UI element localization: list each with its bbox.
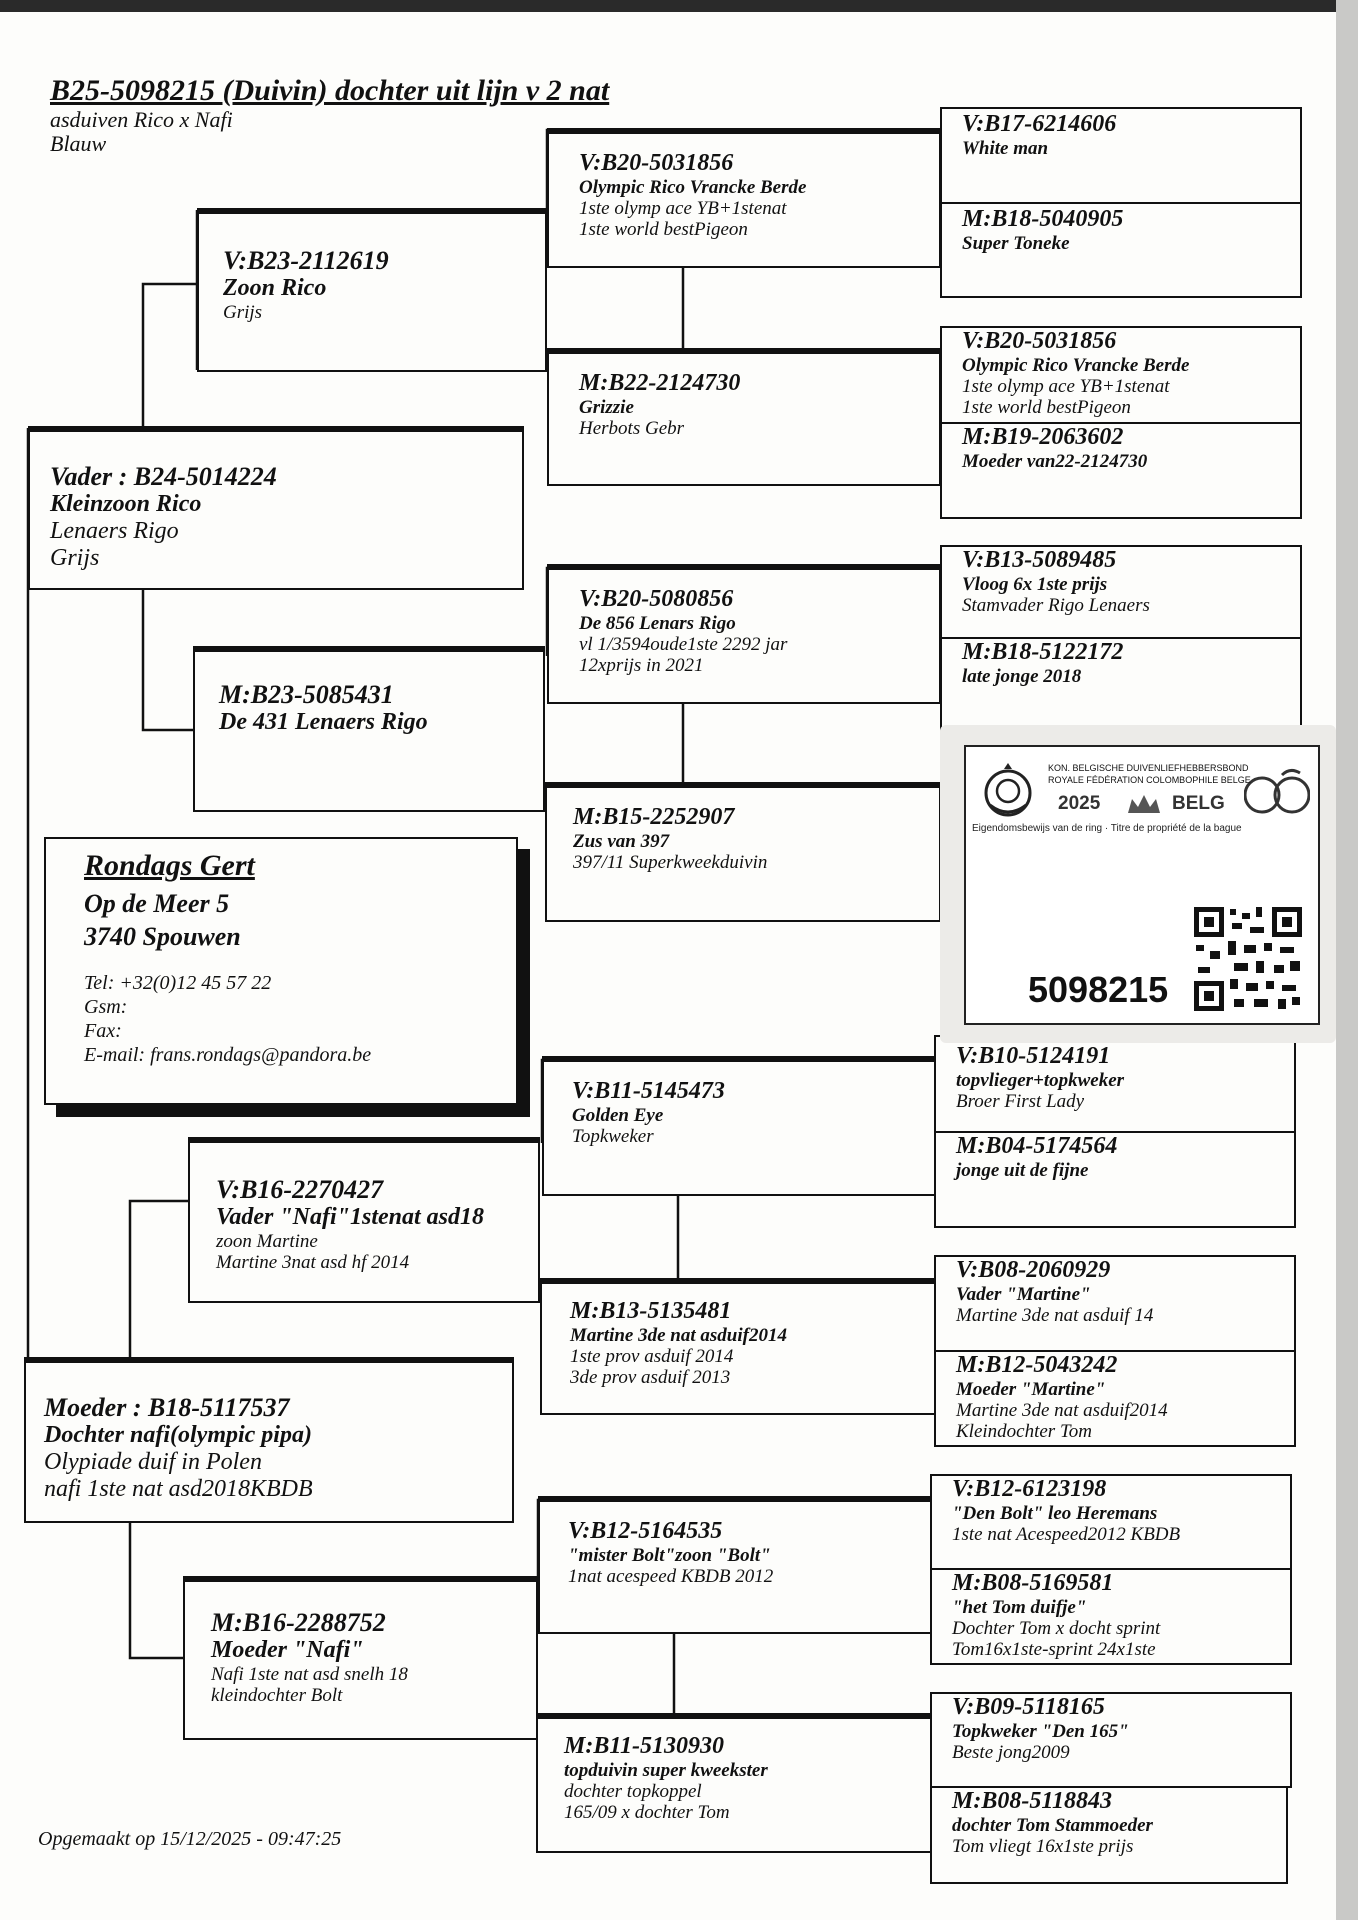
gp-box-4 [183, 1576, 538, 1740]
ggp-ring-5: V:B13-5089485 [962, 547, 1117, 573]
footer [38, 1828, 341, 1850]
gg-box-1 [547, 128, 941, 268]
gg-line-1-1: 1ste olymp ace YB+1stenat [579, 198, 787, 220]
gg-box-2 [547, 348, 941, 486]
ggp-line-12-1: "het Tom duifje" [952, 1596, 1087, 1618]
gg-ring-4: M:B15-2252907 [573, 804, 735, 830]
breeder-name: Rondags Gert [84, 849, 255, 882]
ggp-line-10-1: Moeder "Martine" [956, 1378, 1106, 1400]
ggp-line-3-1: Olympic Rico Vrancke Berde [962, 354, 1190, 376]
ggp-box-10 [934, 1350, 1296, 1447]
gg-box-6 [540, 1278, 936, 1415]
gp-name-1: Zoon Rico [223, 275, 327, 302]
ggp-box-13 [930, 1692, 1292, 1788]
gg-line-3-1: vl 1/3594oude1ste 2292 jar [579, 634, 788, 656]
gg-line-8-1: dochter topkoppel [564, 1781, 702, 1803]
gg-name-5: Golden Eye [572, 1104, 664, 1126]
ggp-line-5-1: Vloog 6x 1ste prijs [962, 573, 1108, 595]
gg-box-3 [547, 564, 941, 704]
sticker-ring-number: 5098215 [1028, 969, 1169, 1010]
gg-line-6-1: 1ste prov asduif 2014 [570, 1346, 734, 1368]
gp-ring-3: V:B16-2270427 [216, 1175, 384, 1204]
breeder-fax: Fax: [84, 1020, 122, 1042]
ggp-box-4 [940, 422, 1302, 519]
gg-name-7: "mister Bolt"zoon "Bolt" [568, 1544, 771, 1566]
gp-line-3-1: zoon Martine [216, 1230, 318, 1252]
sticker-year: 2025 [1058, 793, 1101, 814]
gp-ring-4: M:B16-2288752 [211, 1608, 386, 1637]
ggp-line-3-2: 1ste olymp ace YB+1stenat [962, 376, 1170, 398]
gg-line-3-2: 12xprijs in 2021 [579, 655, 704, 677]
gp-box-1 [197, 208, 547, 372]
ggp-ring-12: M:B08-5169581 [952, 1570, 1114, 1596]
breeder-tel: Tel: +32(0)12 45 57 22 [84, 972, 272, 994]
ggp-ring-6: M:B18-5122172 [962, 639, 1124, 665]
breeder-email: E-mail: frans.rondags@pandora.be [84, 1044, 372, 1066]
sticker-org-nl: KON. BELGISCHE DUIVENLIEFHEBBERSBOND [1048, 763, 1249, 773]
ggp-line-13-2: Beste jong2009 [952, 1742, 1070, 1764]
ggp-line-4-1: Moeder van22-2124730 [962, 450, 1148, 472]
qr-code-icon [1194, 907, 1302, 1011]
ggp-line-10-2: Martine 3de nat asduif2014 [956, 1400, 1168, 1422]
ggp-box-9 [934, 1255, 1296, 1352]
ggp-box-5 [940, 545, 1302, 639]
mother-name: Dochter nafi(olympic pipa) [44, 1422, 312, 1449]
ggp-line-1-1: White man [962, 137, 1049, 159]
gp-name-3: Vader "Nafi"1stenat asd18 [216, 1204, 484, 1231]
ggp-line-14-2: Tom vliegt 16x1ste prijs [952, 1836, 1134, 1858]
gg-line-5-1: Topkweker [572, 1126, 654, 1148]
ggp-ring-14: M:B08-5118843 [952, 1788, 1113, 1814]
father-box [28, 426, 524, 590]
father-name: Kleinzoon Rico [50, 491, 202, 518]
mother-line-1: Olypiade duif in Polen [44, 1448, 262, 1475]
ggp-ring-10: M:B12-5043242 [956, 1352, 1118, 1378]
gg-box-8 [536, 1713, 932, 1853]
fcb-emblem-icon [1244, 765, 1310, 815]
gg-name-6: Martine 3de nat asduif2014 [570, 1324, 787, 1346]
ggp-box-1 [940, 107, 1302, 204]
father-line-2: Grijs [50, 544, 100, 571]
gg-line-1-2: 1ste world bestPigeon [579, 219, 748, 241]
crown-icon [1124, 793, 1164, 815]
gp-line-4-1: Nafi 1ste nat asd snelh 18 [211, 1663, 408, 1685]
gg-ring-3: V:B20-5080856 [579, 586, 734, 612]
kbdb-logo-icon [982, 761, 1034, 819]
gg-box-4 [545, 782, 941, 922]
ggp-line-7-2: Broer First Lady [956, 1091, 1085, 1113]
gg-line-6-2: 3de prov asduif 2013 [570, 1367, 731, 1389]
ggp-line-5-2: Stamvader Rigo Lenaers [962, 595, 1150, 617]
breeder-card [44, 837, 518, 1105]
father-line-1: Lenaers Rigo [50, 517, 179, 544]
gp-line-4-2: kleindochter Bolt [211, 1685, 343, 1707]
ggp-box-7 [934, 1035, 1296, 1133]
ggp-line-7-1: topvlieger+topkweker [956, 1069, 1125, 1091]
pedigree-subtitle: asduiven Rico x Nafi [50, 106, 233, 132]
pigeon-color: Blauw [50, 131, 107, 157]
gg-ring-2: M:B22-2124730 [579, 370, 741, 396]
ggp-box-14 [930, 1786, 1288, 1884]
ggp-box-2 [940, 202, 1302, 298]
ggp-line-12-2: Dochter Tom x docht sprint [952, 1618, 1161, 1640]
ggp-line-3-3: 1ste world bestPigeon [962, 397, 1131, 419]
gp-box-2 [193, 646, 545, 812]
breeder-gsm: Gsm: [84, 996, 128, 1018]
scan-right-edge [1336, 0, 1358, 1920]
ggp-ring-13: V:B09-5118165 [952, 1694, 1105, 1720]
gg-ring-7: V:B12-5164535 [568, 1518, 723, 1544]
breeder-address-2: 3740 Spouwen [84, 921, 241, 951]
ggp-line-11-2: 1ste nat Acespeed2012 KBDB [952, 1524, 1181, 1546]
gg-line-7-1: 1nat acespeed KBDB 2012 [568, 1566, 774, 1588]
gp-line-1-1: Grijs [223, 301, 263, 323]
ggp-line-8-1: jonge uit de fijne [956, 1159, 1089, 1181]
gp-ring-2: M:B23-5085431 [219, 680, 394, 709]
gg-name-3: De 856 Lenars Rigo [579, 612, 736, 634]
gp-box-3 [188, 1137, 540, 1303]
gg-line-2-1: Herbots Gebr [579, 418, 685, 440]
ggp-line-2-1: Super Toneke [962, 232, 1070, 254]
connector-mother-gp [130, 1140, 190, 1360]
ggp-ring-8: M:B04-5174564 [956, 1133, 1118, 1159]
connector-mother-gp-lower [130, 1520, 185, 1658]
ggp-box-3 [940, 326, 1302, 424]
gp-ring-1: V:B23-2112619 [223, 246, 389, 275]
ring-ownership-sticker [940, 725, 1336, 1043]
gp-line-3-2: Martine 3nat asd hf 2014 [216, 1252, 410, 1274]
father-ring: Vader : B24-5014224 [50, 462, 277, 491]
sticker-org-fr: ROYALE FÉDÉRATION COLOMBOPHILE BELGE [1048, 775, 1251, 785]
ggp-line-11-1: "Den Bolt" leo Heremans [952, 1502, 1158, 1524]
mother-box [24, 1357, 514, 1523]
ggp-ring-2: M:B18-5040905 [962, 206, 1124, 232]
gg-ring-5: V:B11-5145473 [572, 1078, 725, 1104]
gg-box-5 [542, 1056, 936, 1196]
ggp-line-13-1: Topkweker "Den 165" [952, 1720, 1129, 1742]
ggp-line-10-3: Kleindochter Tom [956, 1421, 1092, 1443]
gg-name-4: Zus van 397 [573, 830, 670, 852]
gg-name-2: Grizzie [579, 396, 634, 418]
ggp-line-12-3: Tom16x1ste-sprint 24x1ste [952, 1639, 1156, 1661]
ggp-line-6-1: late jonge 2018 [962, 665, 1082, 687]
gg-ring-8: M:B11-5130930 [564, 1733, 725, 1759]
sticker-country: BELG [1172, 793, 1225, 814]
gg-ring-1: V:B20-5031856 [579, 150, 734, 176]
gg-name-1: Olympic Rico Vrancke Berde [579, 176, 807, 198]
ggp-ring-4: M:B19-2063602 [962, 424, 1124, 450]
pedigree-title: B25-5098215 (Duivin) dochter uit lijn v 2 nat [50, 74, 610, 107]
ggp-line-14-1: dochter Tom Stammoeder [952, 1814, 1153, 1836]
breeder-address-1: Op de Meer 5 [84, 888, 230, 918]
ggp-ring-7: V:B10-5124191 [956, 1043, 1111, 1069]
ggp-box-12 [930, 1568, 1292, 1665]
gg-name-8: topduivin super kweekster [564, 1759, 768, 1781]
mother-line-2: nafi 1ste nat asd2018KBDB [44, 1475, 313, 1502]
ggp-ring-11: V:B12-6123198 [952, 1476, 1107, 1502]
ggp-box-8 [934, 1131, 1296, 1228]
ggp-ring-1: V:B17-6214606 [962, 111, 1117, 137]
gg-box-7 [538, 1496, 932, 1634]
gp-name-4: Moeder "Nafi" [211, 1637, 364, 1664]
gg-line-4-1: 397/11 Superkweekduivin [573, 852, 768, 874]
ggp-box-6 [940, 637, 1302, 733]
created-timestamp: Opgemaakt op 15/12/2025 - 09:47:25 [38, 1828, 342, 1850]
ggp-ring-9: V:B08-2060929 [956, 1257, 1111, 1283]
mother-ring: Moeder : B18-5117537 [44, 1393, 290, 1422]
ggp-box-11 [930, 1474, 1292, 1570]
gg-line-8-2: 165/09 x dochter Tom [564, 1802, 730, 1824]
ggp-line-9-2: Martine 3de nat asduif 14 [956, 1305, 1154, 1327]
ggp-line-9-1: Vader "Martine" [956, 1283, 1091, 1305]
connector-father-gp [143, 210, 197, 428]
gp-name-2: De 431 Lenaers Rigo [219, 709, 428, 736]
gg-ring-6: M:B13-5135481 [570, 1298, 732, 1324]
ggp-ring-3: V:B20-5031856 [962, 328, 1117, 354]
sticker-caption: Eigendomsbewijs van de ring · Titre de propriété de la bague [972, 823, 1242, 834]
